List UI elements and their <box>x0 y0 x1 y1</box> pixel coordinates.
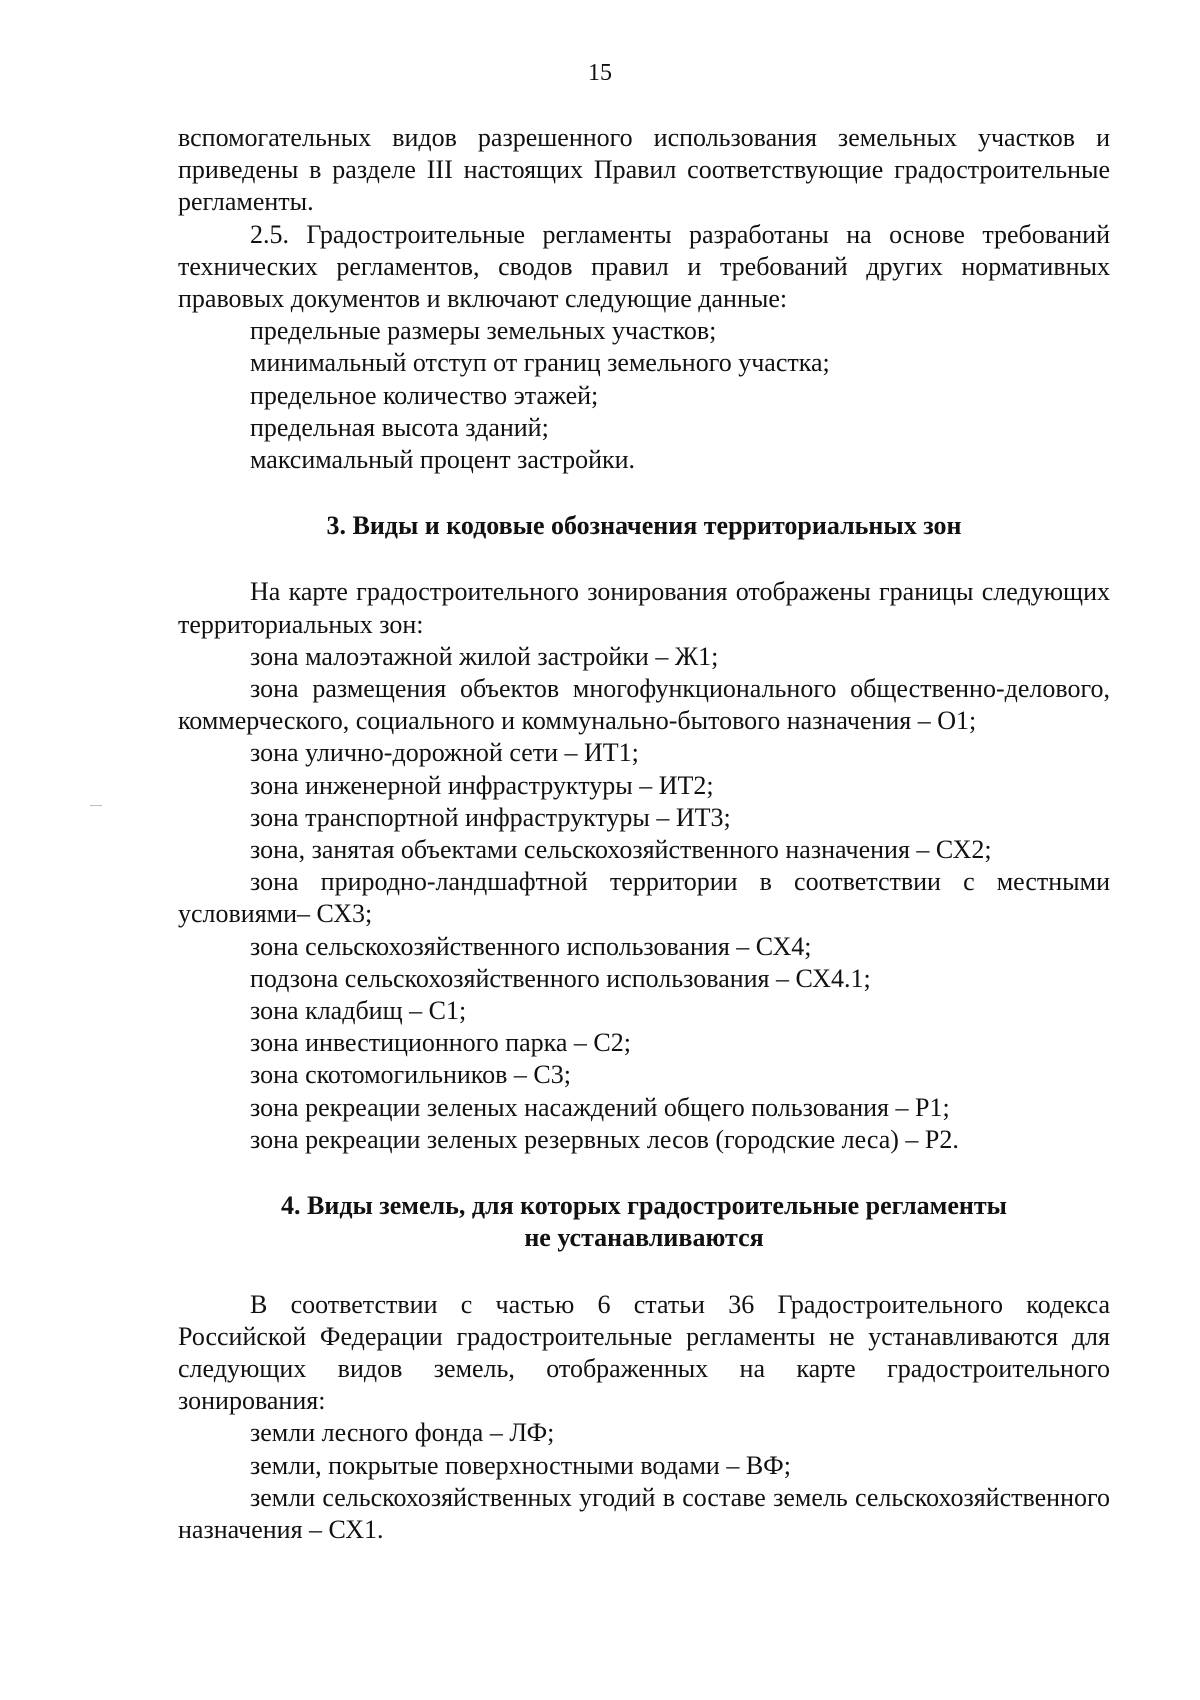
list-item: минимальный отступ от границ земельного участка; <box>250 348 830 378</box>
section-3-paragraph: На карте градостроительного зонирования отображены границы следующих территориальных зон: <box>178 577 1110 639</box>
list-item: предельное количество этажей; <box>250 380 599 410</box>
list-item: зона скотомогильников – С3; <box>250 1060 571 1090</box>
list-item: зона транспортной инфраструктуры – ИТ3; <box>250 802 731 832</box>
section-4-heading <box>178 1190 1110 1254</box>
section-4-heading-line-2: не устанавливаются <box>524 1223 764 1253</box>
intro-paragraph: вспомогательных видов разрешенного использования земельных участков и приведены в разделе III настоящих Правил соответствующие градостроительные регламенты. <box>178 123 1110 217</box>
list-item: зона малоэтажной жилой застройки – Ж1; <box>250 641 719 671</box>
list-item: предельные размеры земельных участков; <box>250 316 717 346</box>
list-item: земли, покрытые поверхностными водами – ВФ; <box>250 1450 791 1480</box>
scan-artifact <box>90 805 102 806</box>
list-item: зона улично-дорожной сети – ИТ1; <box>250 738 639 768</box>
page-number: 15 <box>588 60 612 86</box>
list-item: земли сельскохозяйственных угодий в составе земель сельскохозяйственного назначения – СХ1. <box>178 1482 1110 1544</box>
list-item: зона, занятая объектами сельскохозяйственного назначения – СХ2; <box>250 835 992 865</box>
list-item: земли лесного фонда – ЛФ; <box>250 1418 555 1448</box>
list-item: максимальный процент застройки. <box>250 445 636 475</box>
list-item: зона инвестиционного парка – С2; <box>250 1028 631 1058</box>
clause-2-5-paragraph: 2.5. Градостроительные регламенты разработаны на основе требований технических регламентов, сводов правил и требований других нормативных правовых документов и включают следующие данные: <box>178 219 1110 314</box>
section-3-heading: 3. Виды и кодовые обозначения территориальных зон <box>326 511 962 541</box>
list-item: зона рекреации зеленых резервных лесов (городские леса) – Р2. <box>250 1124 959 1154</box>
list-item: предельная высота зданий; <box>250 412 549 442</box>
list-item: зона кладбищ – С1; <box>250 996 467 1026</box>
section-4-heading-line-1: 4. Виды земель, для которых градостроительные регламенты <box>281 1191 1007 1221</box>
document-body <box>178 122 1110 1546</box>
list-item: зона природно-ландшафтной территории в соответствии с местными условиями– СХ3; <box>178 867 1110 929</box>
list-item: зона сельскохозяйственного использования – СХ4; <box>250 931 812 961</box>
list-item: зона рекреации зеленых насаждений общего пользования – Р1; <box>250 1092 950 1122</box>
list-item: подзона сельскохозяйственного использования – СХ4.1; <box>250 963 871 993</box>
list-item: зона инженерной инфраструктуры – ИТ2; <box>250 770 714 800</box>
list-item: зона размещения объектов многофункционального общественно-делового, коммерческого, социального и коммунально-бытового назначения – О1; <box>178 674 1110 736</box>
section-4-paragraph: В соответствии с частью 6 статьи 36 Градостроительного кодекса Российской Федерации градостроительные регламенты не устанавливаются для следующих видов земель, отображенных на карте градостроительного зонирования: <box>178 1289 1110 1416</box>
